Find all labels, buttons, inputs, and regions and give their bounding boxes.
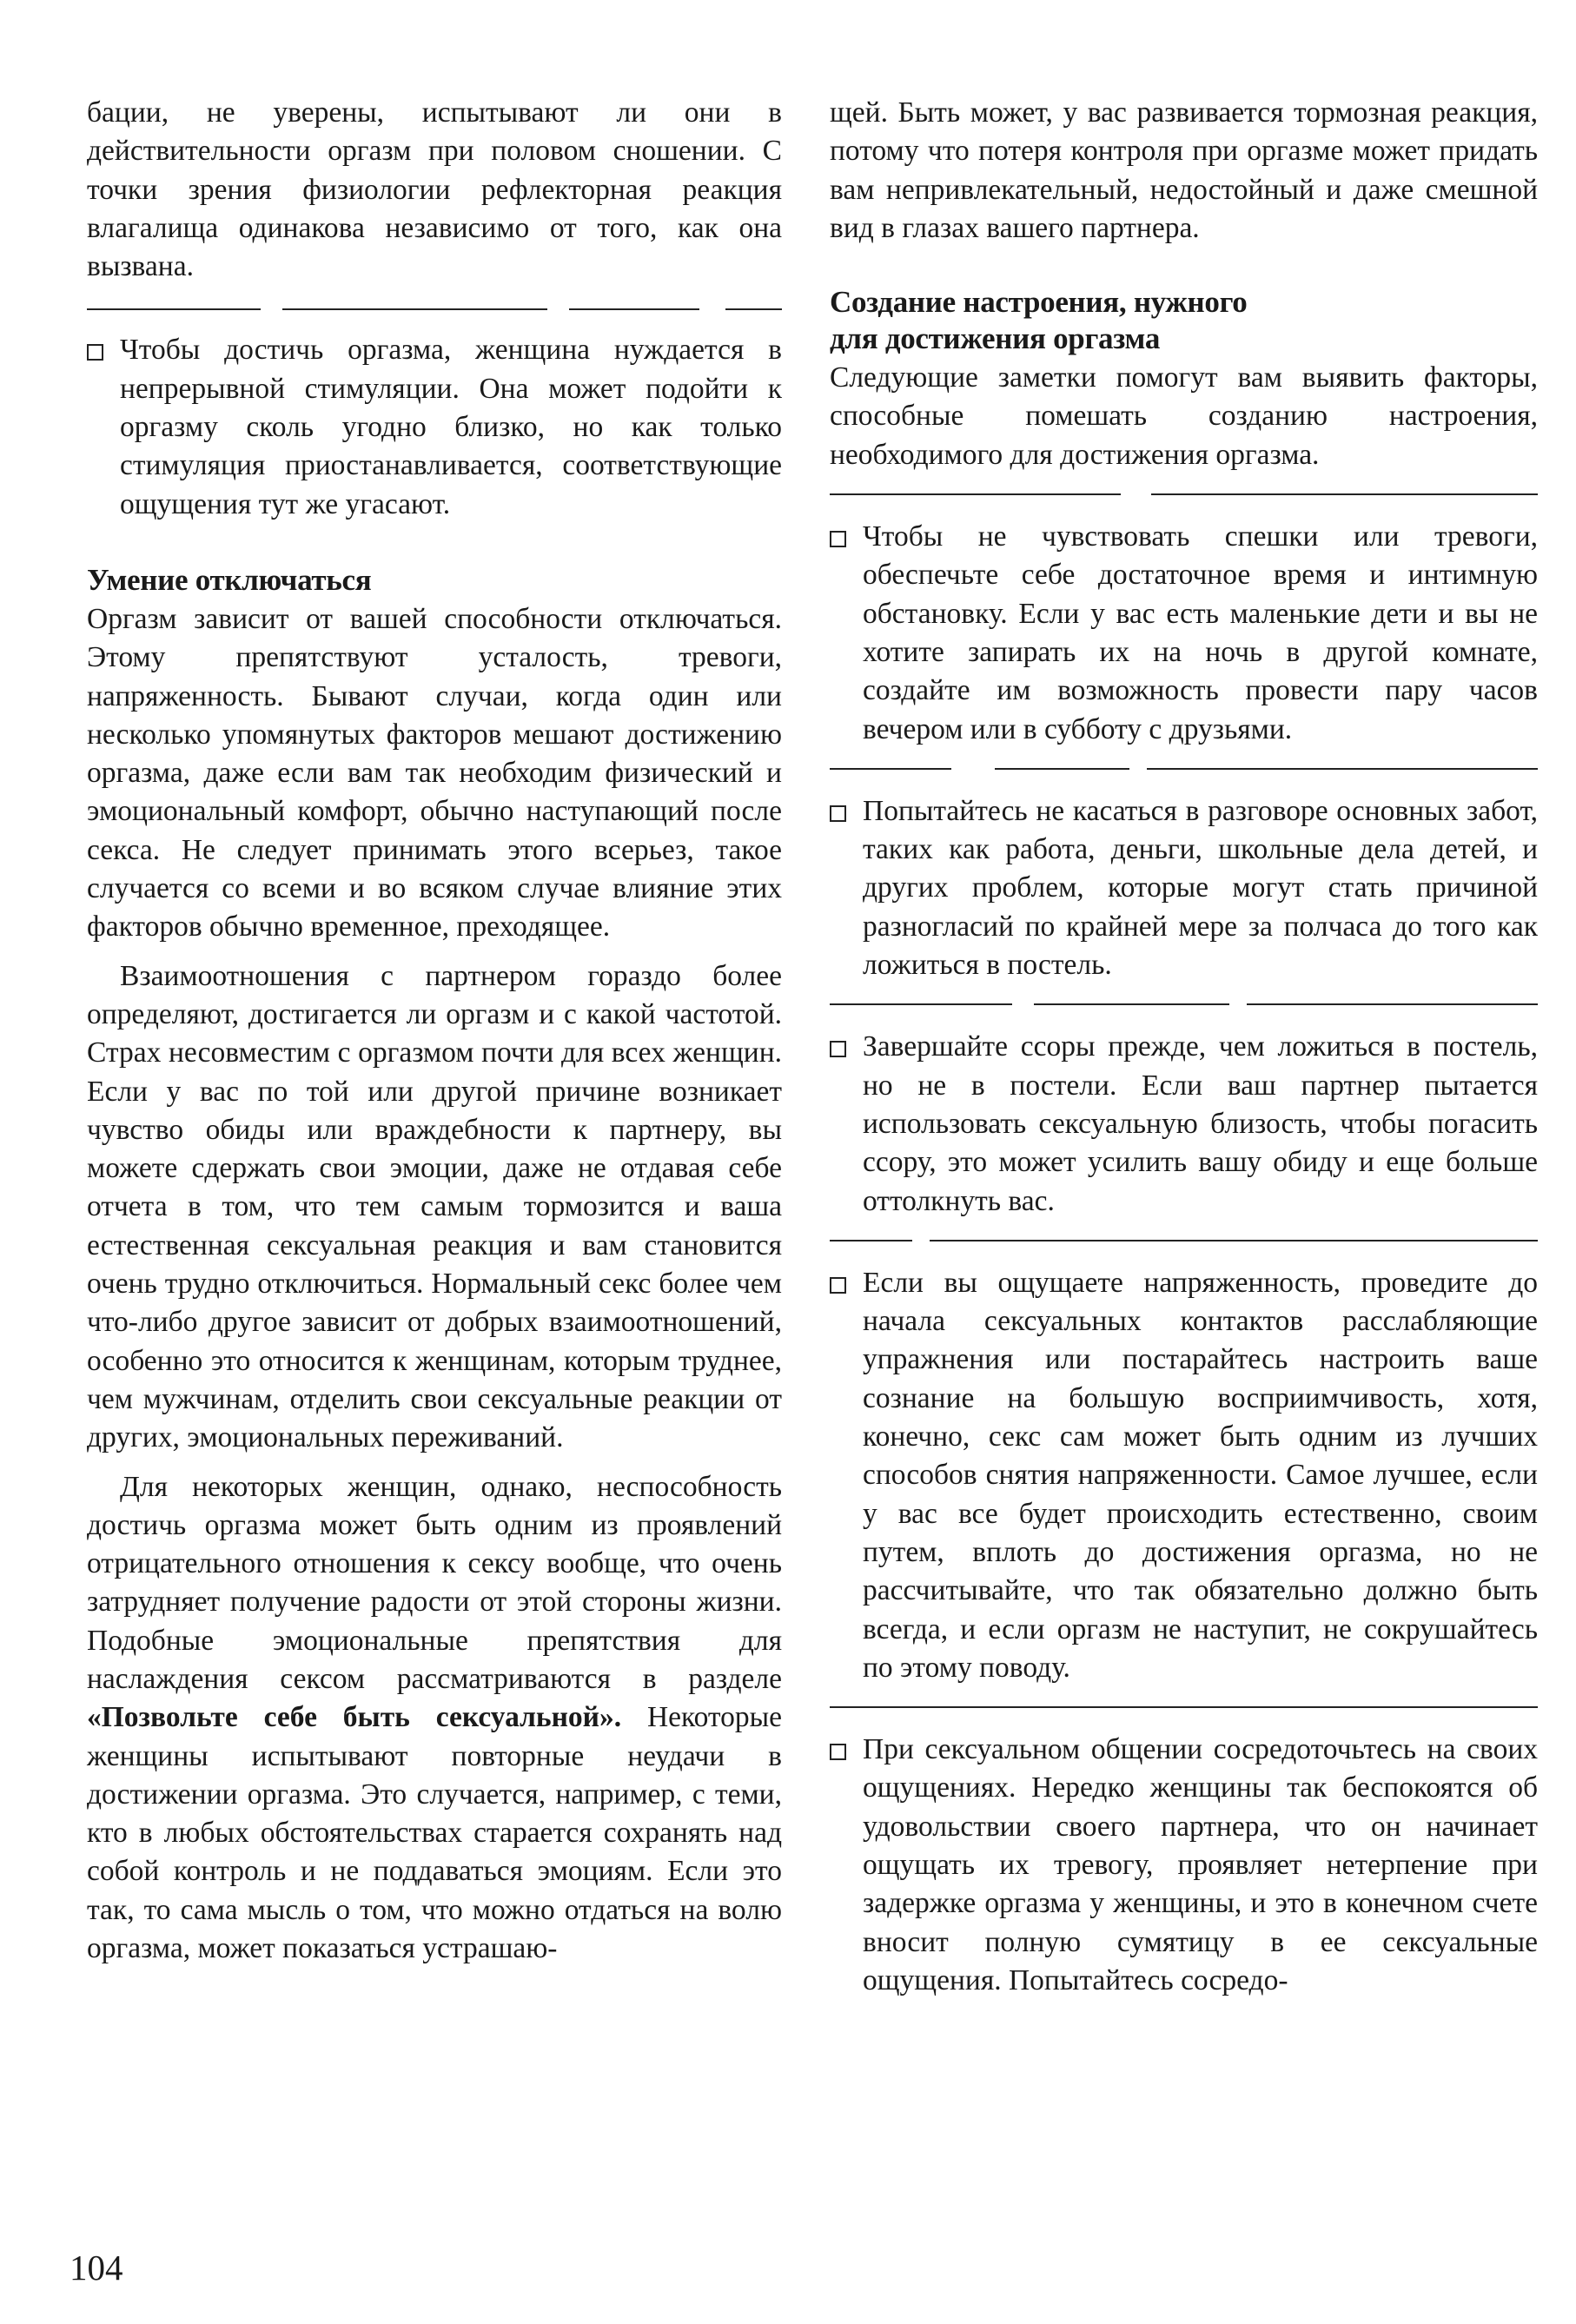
divider-rule — [830, 768, 1538, 770]
text-run: Для некоторых женщин, однако, неспособность достичь оргазма может быть одним из проявлений отрицательного отношения к сексу вообще, что очень затрудняет получение радости от этой стороны жизни. Подобные эмоциональные препятствия для наслаждения сексом рассматриваются в разделе — [87, 1470, 782, 1695]
divider-rule — [830, 1706, 1538, 1708]
divider-rule — [87, 308, 782, 310]
body-paragraph: Взаимоотношения с партнером гораздо более определяют, достигается ли оргазм и с какой частотой. Страх несовместим с оргазмом почти для всех женщин. Если у вас по той или другой причине возникает чувство обиды или враждебности к партнеру, вы можете сдержать свои эмоции, даже не отдавая себе отчета в том, что тем самым тормозится и ваша естественная сексуальная реакция и вам становится очень трудно отключиться. Нормальный секс более чем что-либо другое зависит от добрых взаимоотношений, особенно это относится к женщинам, которым труднее, чем мужчинам, отделить свои сексуальные реакции от других, эмоциональных переживаний. — [87, 959, 782, 1454]
body-paragraph: Оргазм зависит от вашей способности отключаться. Этому препятствуют усталость, тревоги, напряженность. Бывают случаи, когда один или несколько упомянутых факторов мешают достижению оргазма, даже если вам так необходим физический и эмоциональный комфорт, обычно наступающий после секса. Не следует принимать этого всерьез, такое случается со всеми и во всяком случае влияние этих факторов обычно временное, преходящее. — [87, 602, 782, 944]
section-reference-bold: «Позвольте себе быть сексуальной». — [87, 1701, 622, 1734]
page-number: 104 — [70, 2248, 123, 2288]
tip-item — [830, 1264, 1538, 1687]
tip-text: Чтобы не чувствовать спешки или тревоги, обеспечьте себе достаточное время и интимную обстановку. Если у вас есть маленькие дети и вы не хотите запирать их на ночь в другой комнате, создайте им возможность провести пару часов вечером или в субботу с друзьями. — [863, 520, 1538, 745]
tip-item — [830, 1731, 1538, 2000]
divider-rule — [830, 493, 1538, 495]
section-heading: Умение отключаться — [87, 562, 372, 597]
tip-text: При сексуальном общении сосредоточьтесь на своих ощущениях. Нередко женщины так беспокоятся об удовольствии своего партнера, что он начинает ощущать их тревогу, проявляет нетерпение при задержке оргазма у женщины, и это в конечном счете вносит полную сумятицу в ее сексуальные ощущения. Попытайтесь сосредо- — [863, 1733, 1538, 1996]
heading-line: для достижения оргазма — [830, 321, 1161, 356]
text-run: Некоторые женщины испытывают повторные неудачи в достижении оргазма. Это случается, например, с теми, кто в любых обстоятельствах старается сохранять над собой контроль и не поддаваться эмоциям. Если это так, то сама мысль о том, что можно отдаться на волю оргазма, может показаться устрашаю- — [87, 1701, 782, 1965]
divider-rule — [830, 1003, 1538, 1005]
tip-text: Попытайтесь не касаться в разговоре основных забот, таких как работа, деньги, школьные дела детей, и других проблем, которые могут стать причиной разногласий по крайней мере за полчаса до того как ложиться в постель. — [863, 794, 1538, 982]
lead-paragraph: Следующие заметки помогут вам выявить факторы, способные помешать созданию настроения, необходимого для достижения оргазма. — [830, 361, 1538, 471]
tip-text: Чтобы достичь оргазма, женщина нуждается в непрерывной стимуляции. Она может подойти к оргазму сколь угодно близко, но как только стимуляция приостанавливается, соответствующие ощущения тут же угасают. — [120, 334, 782, 520]
right-intro-paragraph: щей. Быть может, у вас развивается тормозная реакция, потому что потеря контроля при оргазме может придать вам непривлекательный, недостойный и даже смешной вид в глазах вашего партнера. — [830, 96, 1538, 244]
checkbox-icon — [830, 1744, 846, 1760]
tip-item — [87, 331, 782, 523]
body-paragraph — [87, 1468, 782, 1969]
tip-text: Если вы ощущаете напряженность, проведите до начала сексуальных контактов расслабляющие упражнения или постарайтесь настроить ваше сознание на большую восприимчивость, хотя, конечно, секс сам может быть одним из лучших способов снятия напряженности. Самое лучшее, если у вас все будет происходить естественно, своим путем, вплоть до достижения оргазма, но не рассчитывайте, что так обязательно должно быть всегда, и если оргазм не наступит, не сокрушайтесь по этому поводу. — [863, 1266, 1538, 1684]
divider-rule — [830, 1240, 1538, 1241]
checkbox-icon — [830, 1041, 846, 1057]
tip-text: Завершайте ссоры прежде, чем ложиться в постель, но не в постели. Если ваш партнер пытается использовать сексуальную близость, чтобы погасить ссору, это может усилить вашу обиду и еще больше оттолкнуть вас. — [863, 1030, 1538, 1217]
right-column — [830, 94, 1538, 2000]
left-column — [87, 94, 782, 1968]
left-intro-paragraph: бации, не уверены, испытывают ли они в действительности оргазм при половом сношении. С точки зрения физиологии рефлекторная реакция влагалища одинакова независимо от того, как она вызвана. — [87, 96, 782, 283]
tip-item — [830, 1028, 1538, 1220]
tip-item — [830, 518, 1538, 749]
checkbox-icon — [830, 1277, 846, 1294]
checkbox-icon — [830, 531, 846, 547]
checkbox-icon — [87, 344, 103, 361]
section-heading — [830, 284, 1538, 357]
checkbox-icon — [830, 805, 846, 822]
heading-line: Создание настроения, нужного — [830, 285, 1248, 320]
tip-item — [830, 792, 1538, 984]
